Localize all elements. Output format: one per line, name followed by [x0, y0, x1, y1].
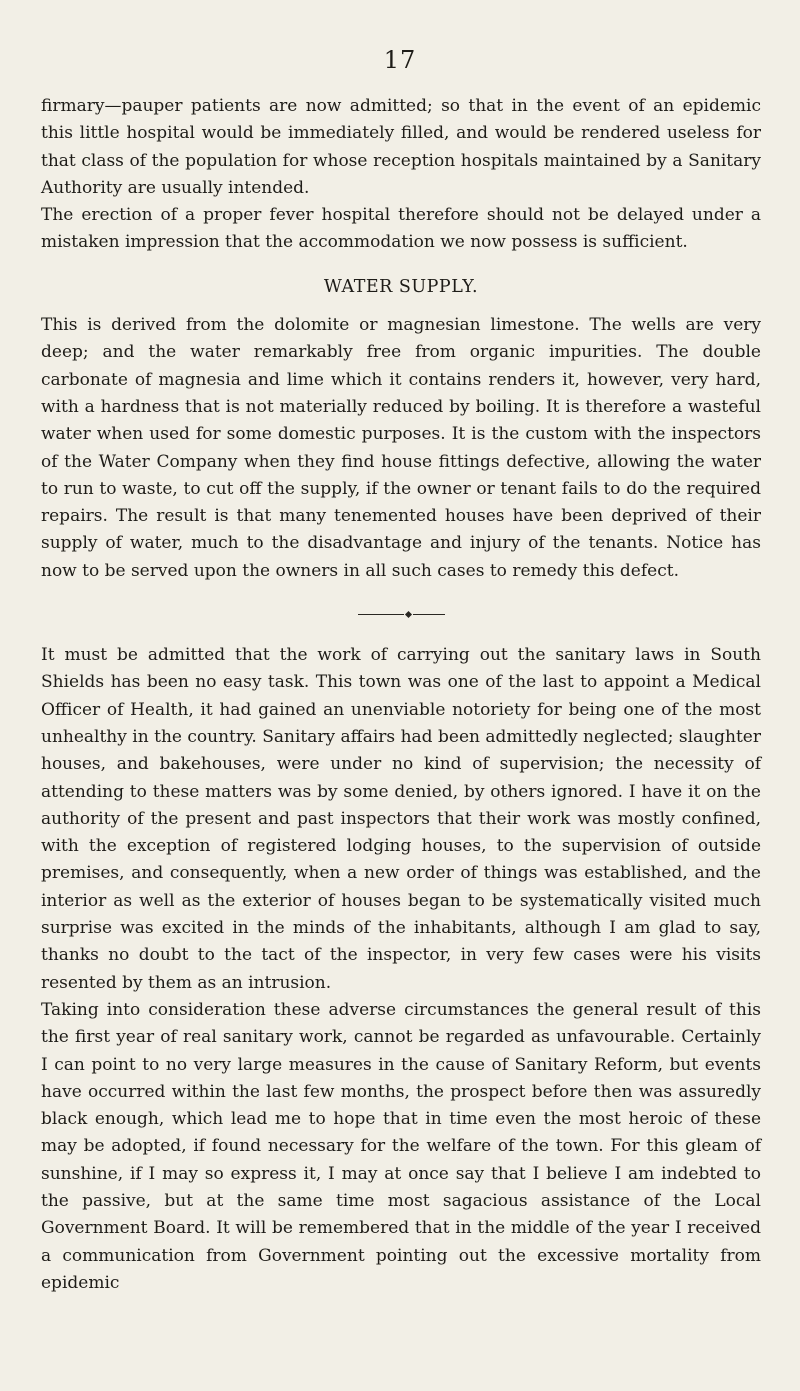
paragraph-general-result: Taking into consideration these adverse circumstances the general result of this the first year of real sanitary work, cannot be regarded as unfavourable. Certainly I can point to no very large measures in the cause of Sanitary Reform, but events have occurred within the last few months, the prospect before then was assuredly black enough, which lead me to hope that in time even the most heroic of these may be adopted, if found necessary for the welfare of the town. For this gleam of sunshine, if I may so express it, I may at once say that I believe I am indebted to the passive, but at the same time most sagacious assistance of the Local Government Board. It will be remembered that in the middle of the year I received a communication from Government pointing out the excessive mortality from epidemic	[41, 999, 761, 1293]
section-divider	[41, 603, 761, 625]
divider-rule-right	[413, 614, 445, 615]
page-number: 17	[383, 46, 417, 74]
paragraph-water-supply: This is derived from the dolomite or magnesian limestone. The wells are very deep; and the water remarkably free from organic impurities. The double carbonate of magnesia and lime which it contains renders it, however, very hard, with a hardness that is not materially reduced by boiling. It is therefore a wasteful water when used for some domestic purposes. It is the custom with the inspectors of the Water Company when they find house fittings defective, allowing the water to run to waste, to cut off the supply, if the owner or tenant fails to do the required repairs. The result is that many tenemented houses have been deprived of their supply of water, much to the disadvantage and injury of the tenants. Notice has now to be served upon the owners in all such cases to remedy this defect.	[41, 315, 761, 581]
divider-diamond-icon	[404, 611, 411, 618]
divider-rule-left	[358, 614, 404, 615]
page-body	[41, 93, 761, 1297]
paragraph-sanitary-laws: It must be admitted that the work of carrying out the sanitary laws in South Shields has been no easy task. This town was one of the last to appoint a Medical Officer of Health, it had gained an unenviable notoriety for being one of the most unhealthy in the country. Sanitary affairs had been admittedly neglected; slaughter houses, and bakehouses, were under no kind of supervision; the necessity of attending to these matters was by some denied, by others ignored. I have it on the authority of the present and past inspectors that their work was mostly confined, with the exception of registered lodging houses, to the supervision of outside premises, and consequently, when a new order of things was established, and the interior as well as the exterior of houses began to be systematically visited much surprise was excited in the minds of the inhabitants, although I am glad to say, thanks no doubt to the tact of the inspector, in very few cases were his visits resented by them as an intrusion.	[41, 645, 761, 993]
paragraph-hospital-continuation: firmary—pauper patients are now admitted; so that in the event of an epidemic this little hospital would be immediately filled, and would be rendered useless for that class of the population for whose reception hospitals maintained by a Sanitary Authority are usually intended.	[41, 96, 761, 198]
section-heading-water-supply: WATER SUPPLY.	[323, 276, 479, 297]
paragraph-fever-hospital: The erection of a proper fever hospital therefore should not be delayed under a mistaken impression that the accommodation we now possess is sufficient.	[41, 205, 761, 253]
